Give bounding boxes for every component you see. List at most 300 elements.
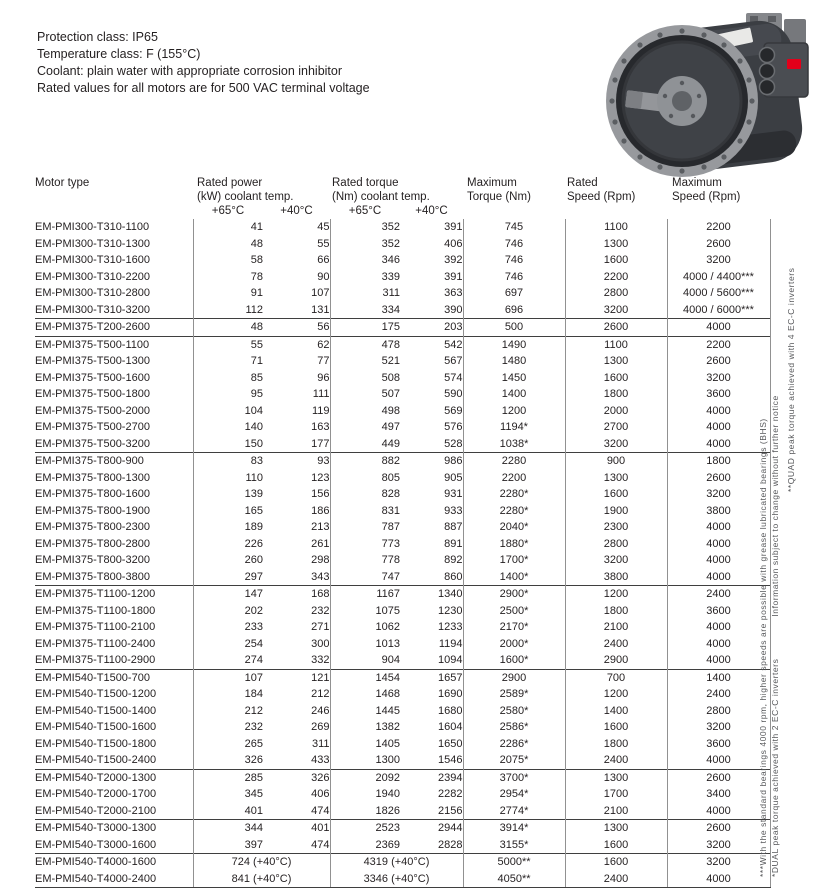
- power-40-cell: 474: [311, 804, 330, 817]
- header-rated-power: Rated power: [197, 177, 263, 189]
- max-speed-cell: 4000 / 6000***: [667, 302, 770, 319]
- torque-40-cell: 860: [444, 570, 463, 583]
- power-65-cell: 85: [193, 370, 263, 387]
- max-torque-cell: 5000**: [463, 854, 565, 871]
- table-row: [35, 636, 770, 653]
- max-torque-cell: 2774*: [463, 803, 565, 820]
- torque-65-cell: 521: [330, 353, 400, 370]
- torque-65-cell: 1167: [330, 586, 400, 603]
- max-speed-cell: 3600: [667, 603, 770, 620]
- motor-type-cell: EM-PMI375-T200-2600: [35, 319, 193, 337]
- max-torque-cell: 745: [463, 219, 565, 236]
- motor-type-cell: EM-PMI300-T310-1100: [35, 221, 150, 233]
- power-40-cell: 213: [311, 521, 330, 533]
- power-40-cell: 66: [317, 254, 330, 266]
- rated-speed-cell: 2400: [565, 636, 667, 653]
- motor-type-cell: EM-PMI375-T1100-2100: [35, 621, 156, 633]
- torque-40-cell: 887: [444, 521, 463, 533]
- motor-type-cell: EM-PMI300-T310-3200: [35, 303, 150, 316]
- power-65-cell: 78: [193, 269, 263, 286]
- motor-type-cell: EM-PMI300-T310-2200: [35, 270, 150, 283]
- torque-65-cell: 3346 (+40°C): [330, 871, 463, 888]
- power-65-cell: 147: [193, 586, 263, 603]
- motor-type-cell: EM-PMI375-T1100-2400: [35, 637, 156, 650]
- header-rated-speed: Rated: [567, 177, 598, 189]
- max-torque-cell: 1480: [463, 353, 565, 370]
- power-65-cell: 285: [193, 769, 263, 786]
- max-torque-cell: 2900*: [463, 586, 565, 603]
- motor-product-photo: [598, 5, 813, 177]
- max-speed-cell: 3200: [667, 252, 770, 269]
- max-torque-cell: 2170*: [463, 619, 565, 636]
- power-40-cell: 269: [311, 721, 330, 733]
- power-40-cell: 326: [263, 769, 330, 786]
- power-65-cell: 260: [193, 552, 263, 569]
- power-40-cell: 45: [317, 221, 330, 233]
- power-40-cell: 90: [317, 270, 330, 283]
- rated-speed-cell: 2400: [565, 871, 667, 888]
- torque-40-cell: 892: [444, 554, 463, 566]
- torque-65-cell: 497: [330, 419, 400, 436]
- torque-65-cell: 1382: [330, 719, 400, 736]
- power-40-cell: 246: [311, 704, 330, 717]
- torque-40-cell: 1546: [438, 754, 463, 766]
- power-65-cell: 104: [193, 403, 263, 420]
- motor-type-cell: EM-PMI375-T500-1300: [35, 355, 150, 367]
- table-row: [35, 219, 770, 236]
- max-speed-cell: 2200: [667, 219, 770, 236]
- power-40-cell: 401: [263, 820, 330, 837]
- torque-65-cell: 4319 (+40°C): [330, 854, 463, 871]
- motor-photo-illustration: [598, 5, 813, 177]
- power-40-cell: 163: [311, 421, 330, 433]
- table-row: [35, 820, 770, 837]
- motor-type-cell: EM-PMI375-T500-1800: [35, 388, 150, 400]
- power-40-cell: 232: [311, 604, 330, 617]
- power-40-cell: 212: [311, 688, 330, 700]
- header-rated-torque: Rated torque: [332, 177, 399, 189]
- motor-type-cell: EM-PMI375-T1100-1200: [35, 586, 193, 603]
- rated-speed-cell: 2100: [565, 619, 667, 636]
- torque-40-cell: 574: [444, 371, 463, 384]
- motor-type-cell: EM-PMI540-T2000-1700: [35, 788, 157, 800]
- max-speed-cell: 2400: [667, 586, 770, 603]
- power-40-cell: 96: [317, 371, 330, 384]
- torque-65-cell: 904: [330, 652, 400, 669]
- max-torque-cell: 746: [463, 252, 565, 269]
- max-speed-cell: 4000: [667, 436, 770, 453]
- table-row: [35, 386, 770, 403]
- rated-speed-cell: 2600: [565, 319, 667, 337]
- power-40-cell: 156: [311, 488, 330, 500]
- max-torque-cell: 1450: [463, 370, 565, 387]
- rated-speed-cell: 3200: [565, 302, 667, 319]
- torque-40-cell: 203: [400, 319, 463, 337]
- rated-speed-cell: 2700: [565, 419, 667, 436]
- max-speed-cell: 2200: [667, 336, 770, 353]
- power-65-cell: 48: [193, 319, 263, 337]
- power-40-cell: 332: [311, 654, 330, 666]
- rated-speed-cell: 1400: [565, 703, 667, 720]
- motor-type-cell: EM-PMI375-T500-3200: [35, 437, 150, 450]
- power-65-cell: 233: [193, 619, 263, 636]
- torque-40-cell: 406: [444, 237, 463, 250]
- table-row: [35, 586, 770, 603]
- max-torque-cell: 2900: [463, 669, 565, 686]
- max-torque-cell: 2000*: [463, 636, 565, 653]
- power-40-cell: 186: [311, 504, 330, 517]
- rated-speed-cell: 1300: [565, 353, 667, 370]
- footnote-info: Information subject to change without further notice: [770, 395, 780, 617]
- motor-type-cell: EM-PMI540-T3000-1600: [35, 838, 157, 851]
- torque-65-cell: 747: [330, 569, 400, 586]
- max-torque-cell: 1400: [463, 386, 565, 403]
- torque-40-cell: 1233: [438, 621, 463, 633]
- table-row: [35, 619, 770, 636]
- power-65-cell: 112: [193, 302, 263, 319]
- table-row: [35, 519, 770, 536]
- rated-speed-cell: 1200: [565, 586, 667, 603]
- torque-40-cell: 2394: [400, 769, 463, 786]
- motor-type-cell: EM-PMI375-T800-2800: [35, 537, 150, 550]
- max-torque-cell: 1038*: [463, 436, 565, 453]
- table-row: [35, 703, 770, 720]
- power-65-cell: 58: [193, 252, 263, 269]
- motor-type-cell: EM-PMI540-T1500-2400: [35, 754, 157, 766]
- torque-65-cell: 1300: [330, 752, 400, 769]
- motor-type-cell: EM-PMI300-T310-2800: [35, 287, 150, 299]
- rated-speed-cell: 2000: [565, 403, 667, 420]
- power-65-cell: 841 (+40°C): [193, 871, 330, 888]
- coolant-line: Coolant: plain water with appropriate corrosion inhibitor: [37, 64, 343, 78]
- power-40-cell: 121: [263, 669, 330, 686]
- table-row: [35, 336, 770, 353]
- power-40-cell: 123: [311, 471, 330, 484]
- torque-65-cell: 2523: [330, 820, 400, 837]
- max-torque-cell: 696: [463, 302, 565, 319]
- motor-type-cell: EM-PMI375-T800-900: [35, 453, 193, 470]
- max-torque-cell: 1600*: [463, 652, 565, 669]
- rated-speed-cell: 2900: [565, 652, 667, 669]
- torque-40-cell: 363: [444, 287, 463, 299]
- table-row: [35, 252, 770, 269]
- power-65-cell: 202: [193, 603, 263, 620]
- torque-40-cell: 1604: [438, 721, 463, 733]
- rated-speed-cell: 1600: [565, 486, 667, 503]
- power-40-cell: 107: [311, 287, 330, 299]
- torque-65-cell: 1013: [330, 636, 400, 653]
- rated-speed-cell: 2800: [565, 285, 667, 302]
- table-row: [35, 837, 770, 854]
- table-row: [35, 854, 770, 871]
- torque-40-cell: 2156: [438, 804, 463, 817]
- table-row: [35, 269, 770, 286]
- torque-65-cell: 831: [330, 503, 400, 520]
- table-row: [35, 552, 770, 569]
- header-max-torque: Maximum: [467, 177, 517, 189]
- footnote-quad: **QUAD peak torque achieved with 4 EC-C inverters: [786, 267, 796, 492]
- max-torque-cell: 1490: [463, 336, 565, 353]
- rated-speed-cell: 3200: [565, 552, 667, 569]
- table-row: [35, 370, 770, 387]
- max-speed-cell: 4000: [667, 636, 770, 653]
- max-torque-cell: 4050**: [463, 871, 565, 888]
- max-torque-cell: 2040*: [463, 519, 565, 536]
- torque-40-cell: 1194: [438, 637, 463, 650]
- power-65-cell: 165: [193, 503, 263, 520]
- rated-values-line: Rated values for all motors are for 500 VAC terminal voltage: [37, 81, 370, 95]
- table-row: [35, 752, 770, 769]
- torque-40-cell: 1680: [438, 704, 463, 717]
- table-row: [35, 302, 770, 319]
- rated-speed-cell: 2400: [565, 752, 667, 769]
- rated-speed-cell: 1600: [565, 854, 667, 871]
- power-65-cell: 344: [193, 820, 263, 837]
- table-row: [35, 719, 770, 736]
- max-torque-cell: 2280: [463, 453, 565, 470]
- table-row: [35, 236, 770, 253]
- torque-40-cell: 931: [444, 488, 463, 500]
- motor-type-cell: EM-PMI540-T1500-1600: [35, 721, 157, 733]
- table-row: [35, 871, 770, 888]
- max-speed-cell: 4000: [667, 569, 770, 586]
- max-speed-cell: 3200: [667, 719, 770, 736]
- torque-65-cell: 352: [330, 219, 400, 236]
- torque-65-cell: 507: [330, 386, 400, 403]
- power-40-cell: 261: [311, 537, 330, 550]
- rated-speed-cell: 3200: [565, 436, 667, 453]
- torque-65-cell: 1454: [330, 669, 400, 686]
- motor-type-cell: EM-PMI540-T2000-2100: [35, 804, 157, 817]
- torque-65-cell: 1826: [330, 803, 400, 820]
- power-65-cell: 83: [193, 453, 263, 470]
- power-40-cell: 406: [311, 788, 330, 800]
- header-power-65: +65°C: [211, 205, 245, 217]
- motor-type-cell: EM-PMI375-T800-3200: [35, 554, 150, 566]
- max-speed-cell: 4000: [667, 552, 770, 569]
- power-40-cell: 177: [311, 437, 330, 450]
- max-torque-cell: 2280*: [463, 503, 565, 520]
- torque-40-cell: 905: [444, 471, 463, 484]
- table-row: [35, 769, 770, 786]
- motor-type-cell: EM-PMI300-T310-1300: [35, 237, 150, 250]
- torque-65-cell: 175: [330, 319, 400, 337]
- motor-type-cell: EM-PMI540-T1500-700: [35, 669, 193, 686]
- table-row: [35, 285, 770, 302]
- torque-65-cell: 805: [330, 470, 400, 487]
- table-row: [35, 436, 770, 453]
- max-speed-cell: 3400: [667, 786, 770, 803]
- torque-65-cell: 773: [330, 536, 400, 553]
- power-40-cell: 300: [311, 637, 330, 650]
- max-torque-cell: 1194*: [463, 419, 565, 436]
- motor-type-cell: EM-PMI375-T500-2700: [35, 421, 150, 433]
- power-65-cell: 265: [193, 736, 263, 753]
- max-torque-cell: 2075*: [463, 752, 565, 769]
- max-speed-cell: 2600: [667, 769, 770, 786]
- power-40-cell: 77: [317, 355, 330, 367]
- rated-speed-cell: 1300: [565, 769, 667, 786]
- rated-speed-cell: 2200: [565, 269, 667, 286]
- rated-speed-cell: 700: [565, 669, 667, 686]
- motor-type-cell: EM-PMI540-T1500-1200: [35, 688, 157, 700]
- power-65-cell: 184: [193, 686, 263, 703]
- max-speed-cell: 2600: [667, 236, 770, 253]
- torque-40-cell: 1340: [400, 586, 463, 603]
- table-row: [35, 603, 770, 620]
- table-row: [35, 419, 770, 436]
- max-torque-cell: 2280*: [463, 486, 565, 503]
- table-row: [35, 569, 770, 586]
- power-40-cell: 343: [311, 570, 330, 583]
- motor-spec-table: [35, 176, 770, 888]
- torque-40-cell: 2828: [438, 838, 463, 851]
- power-65-cell: 326: [193, 752, 263, 769]
- max-torque-cell: 3155*: [463, 837, 565, 854]
- header-torque-unit: (Nm) coolant temp.: [332, 191, 430, 203]
- power-40-cell: 474: [311, 838, 330, 851]
- torque-65-cell: 346: [330, 252, 400, 269]
- motor-type-cell: EM-PMI375-T800-1600: [35, 488, 150, 500]
- max-speed-cell: 1800: [667, 453, 770, 470]
- torque-65-cell: 334: [330, 302, 400, 319]
- max-speed-cell: 4000: [667, 652, 770, 669]
- max-speed-cell: 3200: [667, 486, 770, 503]
- torque-40-cell: 567: [444, 355, 463, 367]
- power-40-cell: 111: [312, 388, 330, 400]
- max-torque-cell: 2200: [463, 470, 565, 487]
- torque-40-cell: 390: [444, 303, 463, 316]
- motor-type-cell: EM-PMI375-T800-1300: [35, 471, 150, 484]
- rated-speed-cell: 1600: [565, 370, 667, 387]
- power-65-cell: 274: [193, 652, 263, 669]
- torque-65-cell: 1940: [330, 786, 400, 803]
- rated-speed-cell: 2100: [565, 803, 667, 820]
- torque-40-cell: 392: [444, 254, 463, 266]
- torque-65-cell: 2092: [330, 769, 400, 786]
- power-65-cell: 254: [193, 636, 263, 653]
- motor-type-cell: EM-PMI375-T1100-1800: [35, 604, 156, 617]
- rated-speed-cell: 1300: [565, 236, 667, 253]
- torque-40-cell: 1230: [438, 604, 463, 617]
- power-65-cell: 150: [193, 436, 263, 453]
- torque-65-cell: 1405: [330, 736, 400, 753]
- protection-class-line: Protection class: IP65: [37, 30, 158, 44]
- rated-speed-cell: 1800: [565, 386, 667, 403]
- rated-speed-cell: 1200: [565, 686, 667, 703]
- motor-type-cell: EM-PMI540-T3000-1300: [35, 820, 193, 837]
- motor-type-cell: EM-PMI375-T500-1600: [35, 371, 150, 384]
- rated-speed-cell: 1600: [565, 837, 667, 854]
- max-speed-cell: 3600: [667, 736, 770, 753]
- table-row: [35, 486, 770, 503]
- max-speed-cell: 4000: [667, 619, 770, 636]
- torque-65-cell: 1445: [330, 703, 400, 720]
- power-40-cell: 62: [263, 336, 330, 353]
- torque-40-cell: 391: [444, 270, 463, 283]
- power-65-cell: 139: [193, 486, 263, 503]
- header-max-speed: Maximum: [672, 177, 722, 189]
- table-row: [35, 686, 770, 703]
- max-speed-cell: 4000: [667, 536, 770, 553]
- power-40-cell: 55: [317, 237, 330, 250]
- motor-type-cell: EM-PMI300-T310-1600: [35, 254, 150, 266]
- rated-speed-cell: 1100: [565, 336, 667, 353]
- motor-type-cell: EM-PMI375-T500-2000: [35, 404, 150, 417]
- table-row: [35, 353, 770, 370]
- power-40-cell: 168: [263, 586, 330, 603]
- header-power-40: +40°C: [280, 205, 313, 217]
- torque-40-cell: 933: [444, 504, 463, 517]
- table-header: [35, 176, 770, 219]
- max-speed-cell: 4000: [667, 403, 770, 420]
- table-row: [35, 453, 770, 470]
- torque-40-cell: 590: [444, 388, 463, 400]
- footnote-dual: *DUAL peak torque achieved with 2 EC-C inverters: [770, 658, 780, 877]
- power-40-cell: 131: [311, 303, 330, 316]
- torque-40-cell: 576: [444, 421, 463, 433]
- power-65-cell: 724 (+40°C): [193, 854, 330, 871]
- max-speed-cell: 4000 / 4400***: [667, 269, 770, 286]
- torque-65-cell: 778: [330, 552, 400, 569]
- spec-table-body: [35, 219, 770, 888]
- motor-type-cell: EM-PMI375-T800-2300: [35, 521, 150, 533]
- max-torque-cell: 697: [463, 285, 565, 302]
- power-65-cell: 397: [193, 837, 263, 854]
- power-65-cell: 232: [193, 719, 263, 736]
- max-speed-cell: 4000: [667, 519, 770, 536]
- max-torque-cell: 2586*: [463, 719, 565, 736]
- torque-65-cell: 311: [330, 285, 400, 302]
- torque-40-cell: 1650: [438, 737, 463, 750]
- max-torque-cell: 1880*: [463, 536, 565, 553]
- power-65-cell: 297: [193, 569, 263, 586]
- power-65-cell: 110: [193, 470, 263, 487]
- motor-type-cell: EM-PMI540-T2000-1300: [35, 769, 193, 786]
- table-row: [35, 786, 770, 803]
- power-40-cell: 298: [311, 554, 330, 566]
- table-row: [35, 503, 770, 520]
- rated-speed-cell: 2800: [565, 536, 667, 553]
- max-speed-cell: 4000: [667, 752, 770, 769]
- torque-65-cell: 787: [330, 519, 400, 536]
- torque-65-cell: 1062: [330, 619, 400, 636]
- max-speed-cell: 2800: [667, 703, 770, 720]
- motor-type-cell: EM-PMI540-T4000-1600: [35, 854, 193, 871]
- power-65-cell: 212: [193, 703, 263, 720]
- header-torque-40: +40°C: [415, 205, 448, 217]
- max-speed-cell: 4000: [667, 803, 770, 820]
- max-speed-cell: 2600: [667, 470, 770, 487]
- header-torque-65: +65°C: [348, 205, 382, 217]
- power-65-cell: 71: [193, 353, 263, 370]
- footnote-bearings: ***With the standard bearings 4000 rpm, higher speeds are possible with grease lubricated bearings (BHS): [758, 418, 768, 877]
- header-power-unit: (kW) coolant temp.: [197, 191, 294, 203]
- torque-40-cell: 986: [400, 453, 463, 470]
- max-speed-cell: 2400: [667, 686, 770, 703]
- max-torque-cell: 746: [463, 269, 565, 286]
- power-65-cell: 140: [193, 419, 263, 436]
- table-row: [35, 736, 770, 753]
- header-max-speed-unit: Speed (Rpm): [672, 191, 741, 203]
- power-65-cell: 55: [193, 336, 263, 353]
- power-65-cell: 48: [193, 236, 263, 253]
- max-speed-cell: 2600: [667, 353, 770, 370]
- torque-40-cell: 391: [444, 221, 463, 233]
- motor-type-cell: EM-PMI375-T500-1100: [35, 336, 193, 353]
- power-65-cell: 345: [193, 786, 263, 803]
- torque-65-cell: 882: [330, 453, 400, 470]
